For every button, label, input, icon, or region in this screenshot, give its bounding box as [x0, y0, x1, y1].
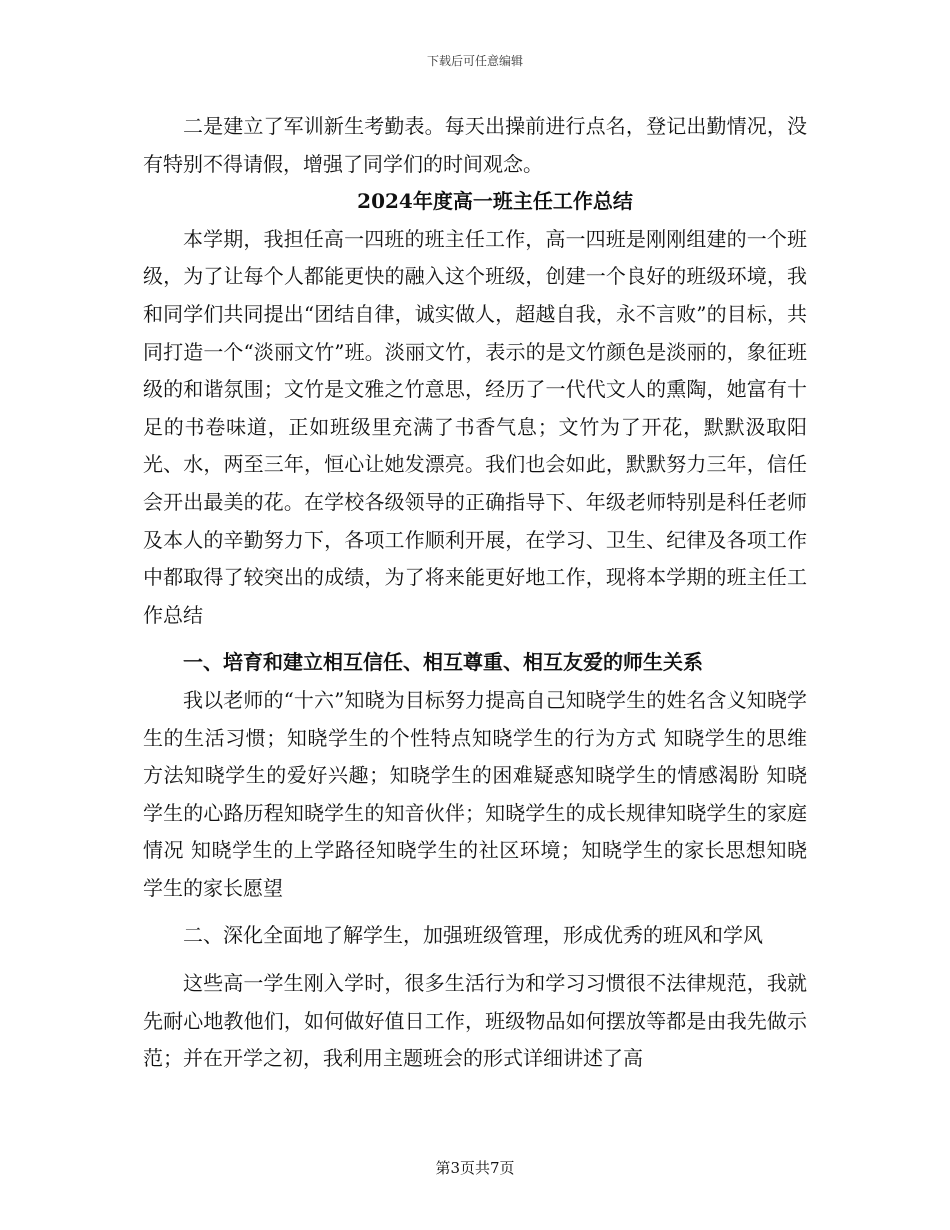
paragraph-1: 本学期，我担任高一四班的班主任工作，高一四班是刚刚组建的一个班级，为了让每个人都能更快的融入这个班级，创建一个良好的班级环境，我和同学们共同提出“团结自律，诚实做人，超越自我，永不言败”的目标，共同打造一个“淡丽文竹”班。淡丽文竹，表示的是文竹颜色是淡丽的，象征班级的和谐氛围；文竹是文雅之竹意思，经历了一代代文人的熏陶，她富有十足的书卷味道，正如班级里充满了书香气息；文竹为了开花，默默汲取阳光、水，两至三年，恒心让她发漂亮。我们也会如此，默默努力三年，信任会开出最美的花。在学校各级领导的正确指导下、年级老师特别是科任老师及本人的辛勤努力下，各项工作顺利开展，在学习、卫生、纪律及各项工作中都取得了较突出的成绩，为了将来能更好地工作，现将本学期的班主任工作总结	[143, 226, 807, 627]
section-2-heading: 二、深化全面地了解学生，加强班级管理，形成优秀的班风和学风	[183, 923, 763, 948]
intro-paragraph: 二是建立了军训新生考勤表。每天出操前进行点名，登记出勤情况，没有特别不得请假，增强了同学们的时间观念。	[143, 114, 807, 176]
paragraph-3: 这些高一学生刚入学时，很多生活行为和学习习惯很不法律规范，我就先耐心地教他们，如何做好值日工作，班级物品如何摆放等都是由我先做示范；并在开学之初，我利用主题班会的形式详细讲述了高	[143, 971, 807, 1071]
document-body	[143, 108, 807, 1078]
header-note: 下载后可任意编辑	[426, 54, 523, 68]
page-footer: 第3页共7页	[435, 1159, 515, 1177]
section-1-heading: 一、培育和建立相互信任、相互尊重、相互友爱的师生关系	[183, 650, 703, 675]
paragraph-2: 我以老师的“十六”知晓为目标努力提高自己知晓学生的姓名含义知晓学生的生活习惯；知晓学生的个性特点知晓学生的行为方式 知晓学生的思维方法知晓学生的爱好兴趣；知晓学生的困难疑惑知晓学生的情感渴盼 知晓学生的心路历程知晓学生的知音伙伴；知晓学生的成长规律知晓学生的家庭情况 知晓学生的上学路径知晓学生的社区环境；知晓学生的家长思想知晓学生的家长愿望	[143, 687, 807, 900]
document-title: 2024年度高一班主任工作总结	[357, 189, 633, 214]
